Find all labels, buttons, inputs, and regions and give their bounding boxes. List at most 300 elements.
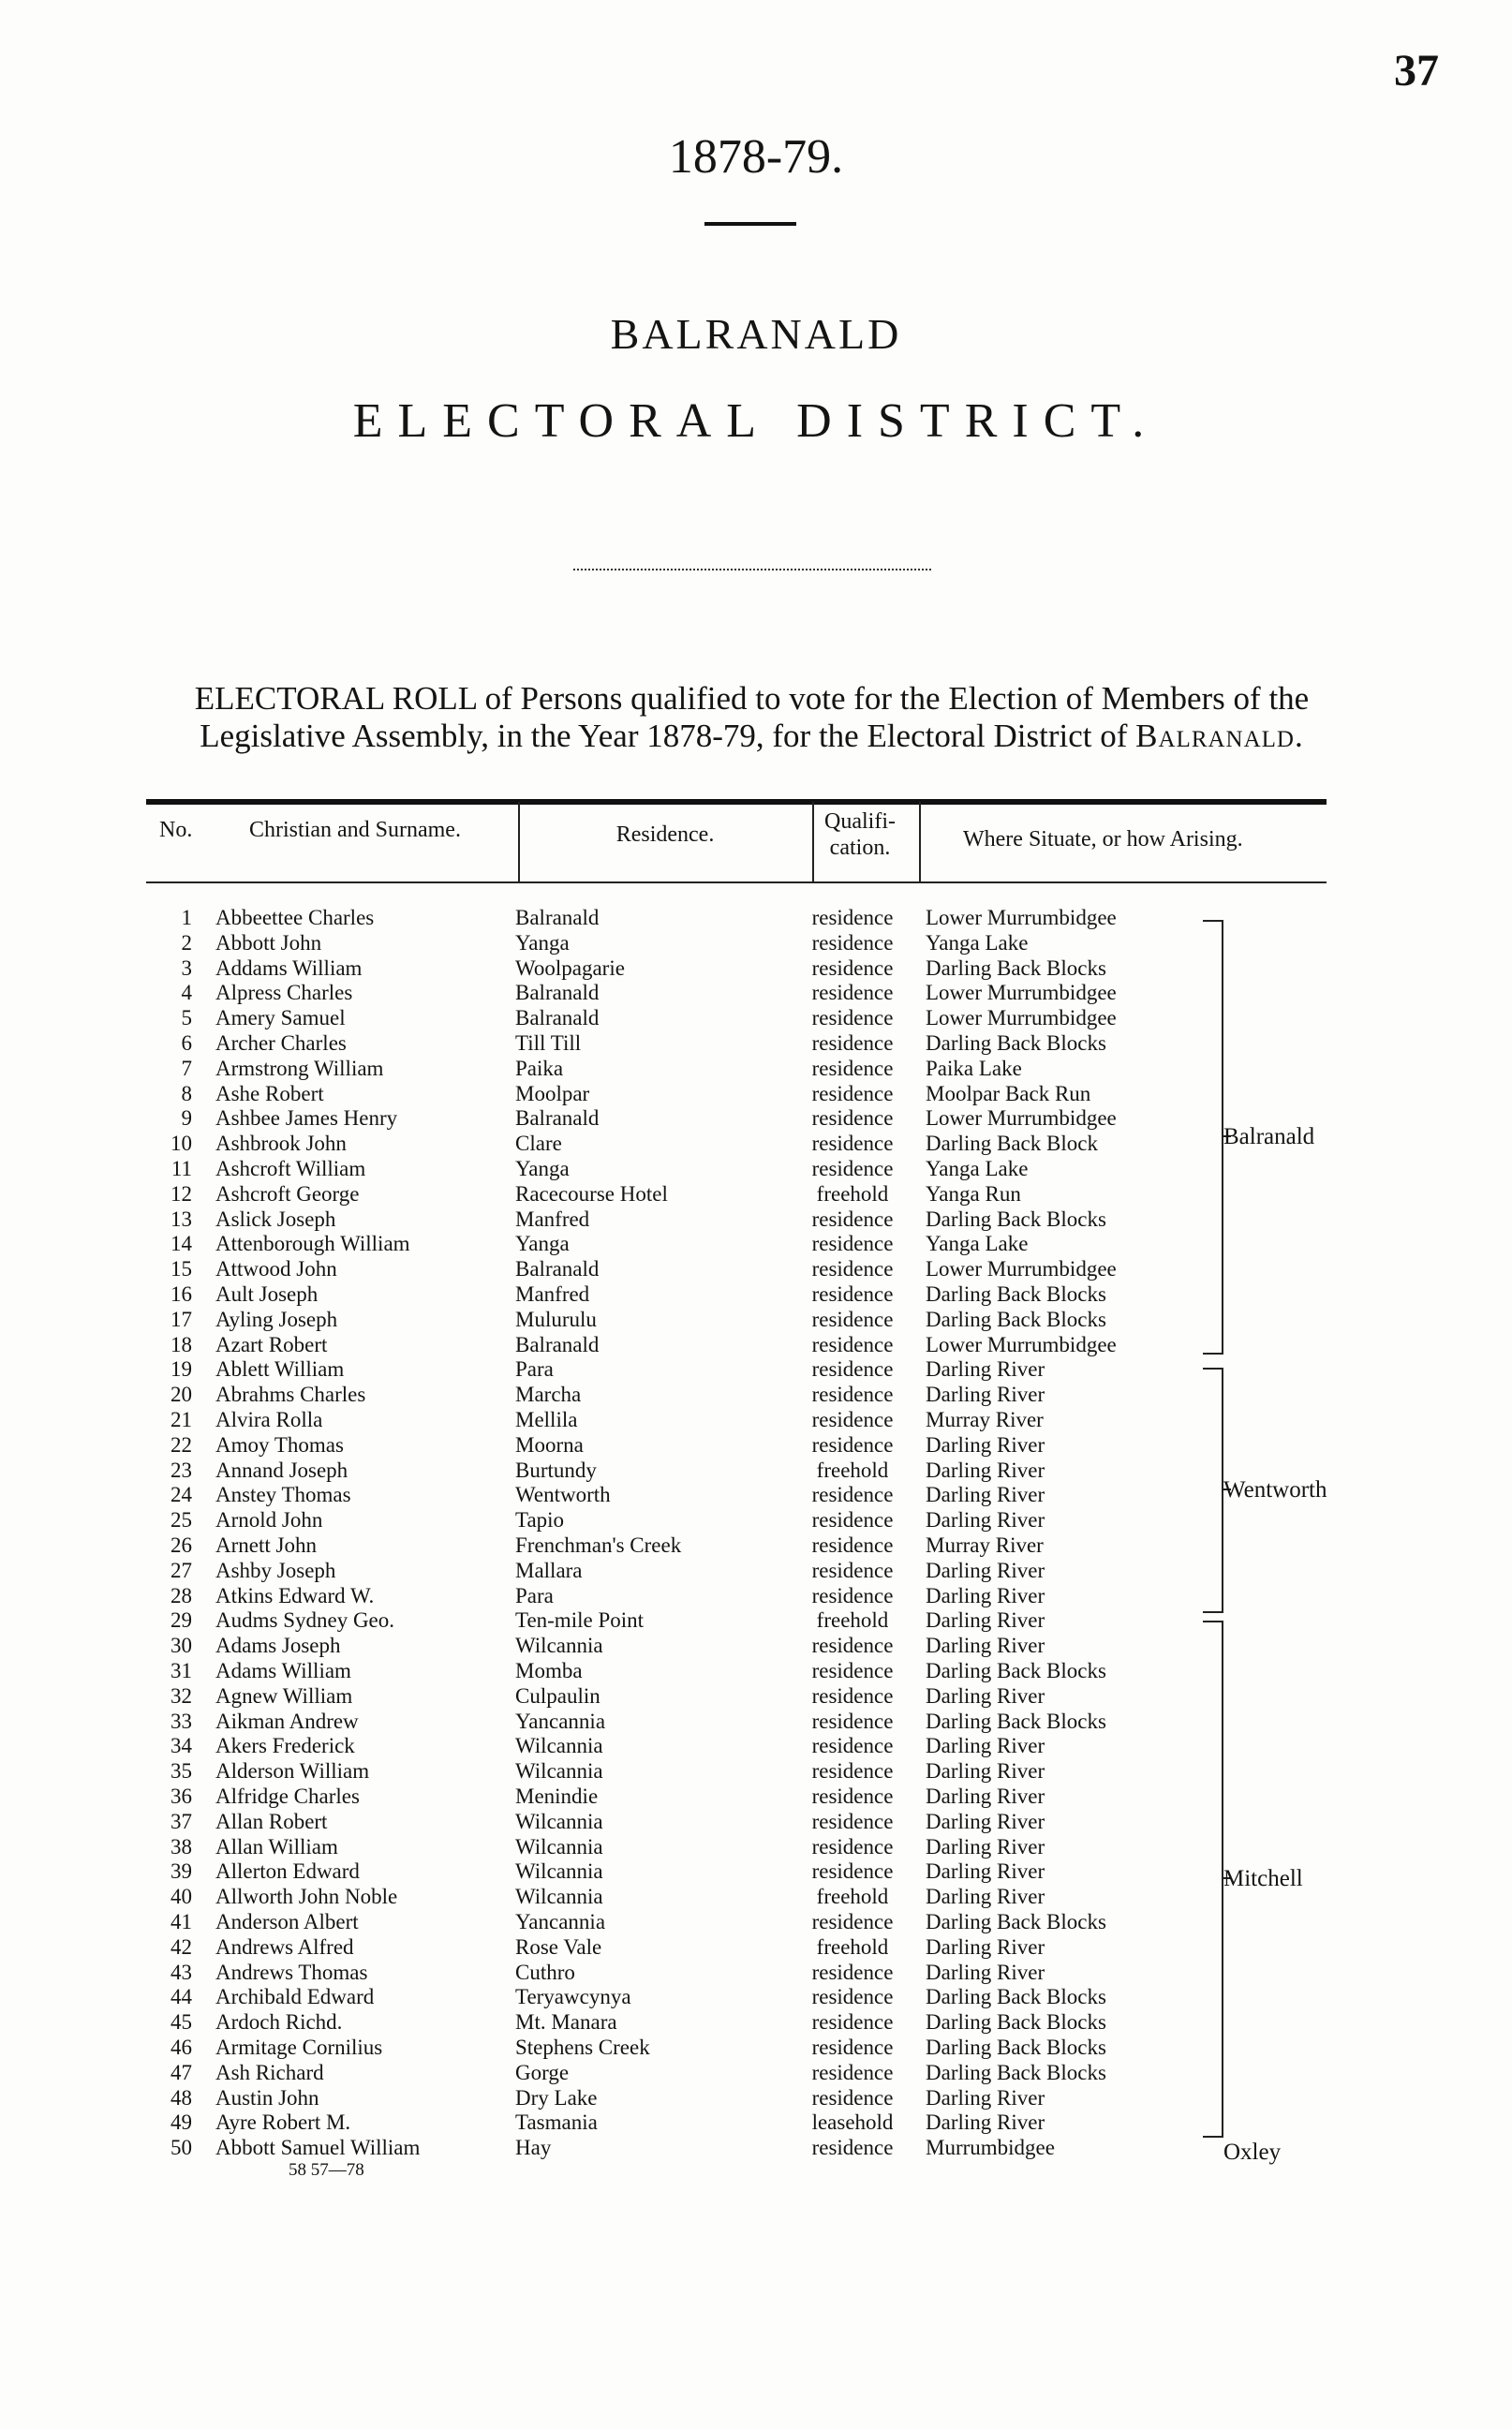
column-divider xyxy=(919,802,921,881)
row-number: 46 xyxy=(170,2036,192,2059)
row-qualification: residence xyxy=(811,1709,894,1733)
row-name: Annand Joseph xyxy=(215,1458,348,1482)
row-where-situate: Darling River xyxy=(926,2085,1045,2110)
row-number: 6 xyxy=(181,1031,192,1055)
row-where-situate: Lower Murrumbidgee xyxy=(926,906,1117,929)
row-name: Audms Sydney Geo. xyxy=(215,1608,395,1633)
row-qualification: residence xyxy=(811,1659,894,1682)
row-where-situate: Darling Back Blocks xyxy=(926,1709,1106,1733)
row-residence: Teryawcynya xyxy=(515,1985,631,2009)
row-number: 28 xyxy=(170,1583,192,1607)
row-residence: Mellila xyxy=(515,1408,578,1431)
row-qualification: residence xyxy=(811,1960,894,1984)
row-where-situate: Darling Back Blocks xyxy=(926,1985,1106,2009)
table-row xyxy=(0,1156,1512,1181)
row-residence: Wentworth xyxy=(515,1483,611,1507)
row-where-situate: Darling River xyxy=(926,1960,1045,1984)
row-name: Archibald Edward xyxy=(215,1985,375,2009)
row-where-situate: Paika Lake xyxy=(926,1056,1022,1080)
row-where-situate: Darling River xyxy=(926,1458,1045,1482)
row-name: Addams William xyxy=(215,955,363,980)
table-row xyxy=(0,1056,1512,1081)
row-where-situate: Darling River xyxy=(926,1809,1045,1833)
header-no: No. xyxy=(159,818,193,842)
table-row xyxy=(0,1633,1512,1658)
row-qualification: residence xyxy=(811,1056,894,1080)
row-number: 20 xyxy=(170,1383,192,1407)
row-where-situate: Darling River xyxy=(926,1834,1045,1859)
row-residence: Moolpar xyxy=(515,1081,590,1105)
header-where: Where Situate, or how Arising. xyxy=(963,827,1243,852)
row-name: Archer Charles xyxy=(215,1031,347,1055)
table-row xyxy=(0,1207,1512,1232)
header-qualification xyxy=(804,808,916,861)
row-number: 27 xyxy=(170,1558,192,1582)
row-residence: Menindie xyxy=(515,1785,599,1808)
row-name: Alfridge Charles xyxy=(215,1785,360,1808)
table-row xyxy=(0,905,1512,930)
row-number: 2 xyxy=(181,930,192,955)
table-row xyxy=(0,1984,1512,2009)
row-number: 49 xyxy=(170,2111,192,2135)
row-number: 34 xyxy=(170,1734,192,1758)
row-where-situate: Darling Back Blocks xyxy=(926,1910,1106,1933)
column-divider xyxy=(518,802,520,881)
table-row xyxy=(0,2110,1512,2135)
row-number: 31 xyxy=(170,1659,192,1682)
row-residence: Tasmania xyxy=(515,2111,598,2135)
row-number: 1 xyxy=(181,906,192,929)
row-where-situate: Darling River xyxy=(926,1583,1045,1607)
row-where-situate: Lower Murrumbidgee xyxy=(926,1257,1117,1281)
row-name: Adams William xyxy=(215,1659,351,1682)
row-where-situate: Yanga Lake xyxy=(926,930,1029,955)
row-qualification: residence xyxy=(811,1307,894,1331)
table-row xyxy=(0,955,1512,981)
row-qualification: residence xyxy=(811,1282,894,1306)
row-where-situate: Darling River xyxy=(926,1357,1045,1382)
row-name: Amery Samuel xyxy=(215,1006,346,1030)
row-where-situate: Yanga Lake xyxy=(926,1232,1029,1256)
row-qualification: residence xyxy=(811,1809,894,1833)
row-number: 25 xyxy=(170,1508,192,1533)
row-qualification: residence xyxy=(811,1508,894,1533)
row-where-situate: Yanga Lake xyxy=(926,1157,1029,1180)
row-name: Ashe Robert xyxy=(215,1081,324,1105)
bracket-mitchell xyxy=(1203,1621,1223,2138)
table-row xyxy=(0,1583,1512,1608)
row-name: Ayre Robert M. xyxy=(215,2111,351,2135)
row-number: 29 xyxy=(170,1608,192,1633)
row-name: Arnold John xyxy=(215,1508,323,1533)
row-where-situate: Darling Back Blocks xyxy=(926,2036,1106,2059)
row-name: Ardoch Richd. xyxy=(215,2010,343,2035)
row-residence: Wilcannia xyxy=(515,1809,603,1833)
row-name: Aslick Joseph xyxy=(215,1207,336,1231)
row-residence: Paika xyxy=(515,1056,564,1080)
row-name: Akers Frederick xyxy=(215,1734,355,1758)
header-residence: Residence. xyxy=(615,822,715,847)
row-name: Anderson Albert xyxy=(215,1910,359,1933)
row-where-situate: Darling Back Blocks xyxy=(926,1207,1106,1231)
row-residence: Till Till xyxy=(515,1031,582,1055)
row-where-situate: Darling River xyxy=(926,1683,1045,1708)
table-row xyxy=(0,1607,1512,1633)
row-residence: Hay xyxy=(515,2136,552,2160)
row-number: 42 xyxy=(170,1934,192,1959)
row-where-situate: Darling Back Blocks xyxy=(926,1282,1106,1306)
table-row xyxy=(0,1432,1512,1458)
row-residence: Moorna xyxy=(515,1432,584,1457)
row-number: 5 xyxy=(181,1006,192,1030)
row-qualification: residence xyxy=(811,2010,894,2035)
row-qualification: residence xyxy=(811,1533,894,1557)
row-where-situate: Lower Murrumbidgee xyxy=(926,1106,1117,1131)
row-qualification: freehold xyxy=(816,1608,889,1633)
row-where-situate: Darling Back Blocks xyxy=(926,2060,1106,2084)
table-row xyxy=(0,1081,1512,1106)
row-residence: Mallara xyxy=(515,1558,583,1582)
row-number: 10 xyxy=(170,1132,192,1156)
row-where-situate: Darling River xyxy=(926,1885,1045,1909)
row-residence: Frenchman's Creek xyxy=(515,1533,682,1557)
row-qualification: residence xyxy=(811,1081,894,1105)
table-row xyxy=(0,2060,1512,2085)
row-qualification: residence xyxy=(811,1232,894,1256)
row-residence: Balranald xyxy=(515,1006,600,1030)
table-row xyxy=(0,1256,1512,1281)
row-residence: Para xyxy=(515,1357,554,1382)
row-qualification: residence xyxy=(811,1558,894,1582)
row-residence: Yancannia xyxy=(515,1910,606,1933)
row-qualification: residence xyxy=(811,1157,894,1180)
row-name: Abbeettee Charles xyxy=(215,906,375,929)
header-qualification-line-1: Qualifi- xyxy=(824,809,896,834)
row-name: Ault Joseph xyxy=(215,1282,319,1306)
row-qualification: residence xyxy=(811,1759,894,1784)
row-where-situate: Murray River xyxy=(926,1408,1044,1431)
region-mitchell: Mitchell xyxy=(1223,1866,1303,1891)
row-residence: Balranald xyxy=(515,1257,600,1281)
table-top-rule xyxy=(146,799,1327,805)
row-where-situate: Lower Murrumbidgee xyxy=(926,1006,1117,1030)
row-qualification: freehold xyxy=(816,1934,889,1959)
table-row xyxy=(0,1533,1512,1558)
table-row xyxy=(0,1382,1512,1407)
row-name: Attwood John xyxy=(215,1257,337,1281)
row-where-situate: Darling River xyxy=(926,1859,1045,1884)
row-where-situate: Darling River xyxy=(926,1508,1045,1533)
row-number: 50 xyxy=(170,2136,192,2160)
row-qualification: residence xyxy=(811,1132,894,1156)
row-where-situate: Murrumbidgee xyxy=(926,2136,1055,2160)
row-residence: Clare xyxy=(515,1132,562,1156)
row-name: Allan William xyxy=(215,1834,338,1859)
row-qualification: residence xyxy=(811,1106,894,1131)
row-residence: Dry Lake xyxy=(515,2085,598,2110)
table-row xyxy=(0,1934,1512,1960)
row-where-situate: Yanga Run xyxy=(926,1181,1021,1206)
row-qualification: residence xyxy=(811,1383,894,1407)
row-where-situate: Darling River xyxy=(926,1383,1045,1407)
row-where-situate: Moolpar Back Run xyxy=(926,1081,1091,1105)
heading-rule xyxy=(704,222,796,226)
header-qualification-line-2: cation. xyxy=(829,836,891,860)
row-number: 32 xyxy=(170,1683,192,1708)
row-residence: Woolpagarie xyxy=(515,955,625,980)
row-name: Abrahms Charles xyxy=(215,1383,366,1407)
row-where-situate: Darling River xyxy=(926,1934,1045,1959)
row-residence: Manfred xyxy=(515,1282,590,1306)
row-name: Abbott Samuel William xyxy=(215,2136,421,2160)
row-residence: Yanga xyxy=(515,1232,570,1256)
district-name: BALRANALD xyxy=(610,310,902,358)
row-where-situate: Darling Back Blocks xyxy=(926,955,1106,980)
row-name: Abbott John xyxy=(215,930,322,955)
row-number: 48 xyxy=(170,2085,192,2110)
row-number: 7 xyxy=(181,1056,192,1080)
row-where-situate: Darling River xyxy=(926,1734,1045,1758)
row-where-situate: Darling River xyxy=(926,1432,1045,1457)
row-number: 14 xyxy=(170,1232,192,1256)
row-residence: Yanga xyxy=(515,1157,570,1180)
row-qualification: residence xyxy=(811,2085,894,2110)
row-residence: Gorge xyxy=(515,2060,570,2084)
row-residence: Wilcannia xyxy=(515,1885,603,1909)
row-where-situate: Darling Back Blocks xyxy=(926,2010,1106,2035)
table-row xyxy=(0,1960,1512,1985)
row-residence: Burtundy xyxy=(515,1458,597,1482)
table-row xyxy=(0,1181,1512,1207)
row-residence: Momba xyxy=(515,1659,583,1682)
row-qualification: residence xyxy=(811,1834,894,1859)
row-number: 18 xyxy=(170,1332,192,1356)
bracket-wentworth xyxy=(1203,1368,1223,1613)
row-qualification: freehold xyxy=(816,1181,889,1206)
row-where-situate: Murray River xyxy=(926,1533,1044,1557)
table-row xyxy=(0,1809,1512,1834)
row-qualification: residence xyxy=(811,2036,894,2059)
header-name: Christian and Surname. xyxy=(249,818,461,842)
row-number: 40 xyxy=(170,1885,192,1909)
row-name: Alpress Charles xyxy=(215,981,353,1005)
row-name: Austin John xyxy=(215,2085,319,2110)
row-residence: Yanga xyxy=(515,930,570,955)
row-name: Adams Joseph xyxy=(215,1634,341,1658)
row-qualification: residence xyxy=(811,1332,894,1356)
row-number: 21 xyxy=(170,1408,192,1431)
row-qualification: residence xyxy=(811,2060,894,2084)
row-residence: Wilcannia xyxy=(515,1759,603,1784)
row-number: 33 xyxy=(170,1709,192,1733)
row-number: 15 xyxy=(170,1257,192,1281)
table-row xyxy=(0,1356,1512,1382)
row-qualification: residence xyxy=(811,906,894,929)
table-row xyxy=(0,2085,1512,2111)
table-row xyxy=(0,1709,1512,1734)
row-residence: Balranald xyxy=(515,981,600,1005)
row-qualification: residence xyxy=(811,1207,894,1231)
row-qualification: residence xyxy=(811,1583,894,1607)
table-row xyxy=(0,1281,1512,1307)
row-where-situate: Darling River xyxy=(926,1634,1045,1658)
year-heading: 1878-79. xyxy=(668,130,844,184)
row-number: 41 xyxy=(170,1910,192,1933)
intro-district-name: Balranald. xyxy=(1135,718,1304,754)
row-where-situate: Lower Murrumbidgee xyxy=(926,981,1117,1005)
row-name: Andrews Thomas xyxy=(215,1960,368,1984)
row-number: 13 xyxy=(170,1207,192,1231)
row-name: Armitage Cornilius xyxy=(215,2036,383,2059)
row-name: Ayling Joseph xyxy=(215,1307,338,1331)
row-number: 38 xyxy=(170,1834,192,1859)
table-row xyxy=(0,1332,1512,1357)
row-name: Amoy Thomas xyxy=(215,1432,344,1457)
intro-line-2 xyxy=(150,718,1354,755)
row-name: Ash Richard xyxy=(215,2060,324,2084)
row-name: Agnew William xyxy=(215,1683,353,1708)
row-residence: Balranald xyxy=(515,1332,600,1356)
table-row xyxy=(0,1005,1512,1030)
bracket-balranald xyxy=(1203,920,1223,1355)
row-qualification: freehold xyxy=(816,1885,889,1909)
row-qualification: residence xyxy=(811,1683,894,1708)
row-residence: Racecourse Hotel xyxy=(515,1181,668,1206)
table-row xyxy=(0,1658,1512,1683)
row-number: 44 xyxy=(170,1985,192,2009)
table-row xyxy=(0,1407,1512,1432)
row-residence: Mulurulu xyxy=(515,1307,597,1331)
row-residence: Ten-mile Point xyxy=(515,1608,645,1633)
row-name: Aikman Andrew xyxy=(215,1709,359,1733)
table-row xyxy=(0,1507,1512,1533)
row-name: Anstey Thomas xyxy=(215,1483,351,1507)
row-name: Atkins Edward W. xyxy=(215,1583,375,1607)
row-qualification: residence xyxy=(811,1257,894,1281)
row-name: Alderson William xyxy=(215,1759,370,1784)
row-qualification: residence xyxy=(811,1734,894,1758)
page-number: 37 xyxy=(1394,46,1439,96)
row-qualification: residence xyxy=(811,981,894,1005)
table-row xyxy=(0,930,1512,955)
table-row xyxy=(0,1758,1512,1784)
table-row xyxy=(0,1030,1512,1056)
row-residence: Stephens Creek xyxy=(515,2036,650,2059)
row-number: 43 xyxy=(170,1960,192,1984)
intro-paragraph xyxy=(150,680,1354,755)
row-where-situate: Darling River xyxy=(926,1785,1045,1808)
table-row xyxy=(0,2135,1512,2160)
district-subtitle: ELECTORAL DISTRICT. xyxy=(352,394,1160,448)
row-number: 8 xyxy=(181,1081,192,1105)
row-residence: Balranald xyxy=(515,906,600,929)
row-number: 3 xyxy=(181,955,192,980)
row-name: Armstrong William xyxy=(215,1056,384,1080)
row-number: 30 xyxy=(170,1634,192,1658)
row-residence: Para xyxy=(515,1583,554,1607)
row-residence: Yancannia xyxy=(515,1709,606,1733)
table-row xyxy=(0,980,1512,1005)
row-residence: Manfred xyxy=(515,1207,590,1231)
row-number: 24 xyxy=(170,1483,192,1507)
row-qualification: residence xyxy=(811,1859,894,1884)
row-number: 4 xyxy=(181,981,192,1005)
row-name: Alvira Rolla xyxy=(215,1408,323,1431)
row-number: 35 xyxy=(170,1759,192,1784)
row-number: 26 xyxy=(170,1533,192,1557)
row-residence: Rose Vale xyxy=(515,1934,602,1959)
row-name: Allworth John Noble xyxy=(215,1885,398,1909)
row-residence: Marcha xyxy=(515,1383,582,1407)
row-where-situate: Darling River xyxy=(926,1558,1045,1582)
row-where-situate: Darling Back Blocks xyxy=(926,1307,1106,1331)
row-qualification: residence xyxy=(811,1634,894,1658)
row-number: 11 xyxy=(170,1157,192,1180)
row-where-situate: Darling River xyxy=(926,1608,1045,1633)
table-row xyxy=(0,1909,1512,1934)
row-where-situate: Darling Back Blocks xyxy=(926,1659,1106,1682)
row-number: 12 xyxy=(170,1181,192,1206)
table-row xyxy=(0,2035,1512,2060)
row-where-situate: Darling Back Blocks xyxy=(926,1031,1106,1055)
row-name: Allan Robert xyxy=(215,1809,328,1833)
row-qualification: residence xyxy=(811,1985,894,2009)
row-number: 45 xyxy=(170,2010,192,2035)
row-name: Ashbee James Henry xyxy=(215,1106,398,1131)
row-number: 17 xyxy=(170,1307,192,1331)
row-qualification: residence xyxy=(811,1785,894,1808)
row-name: Ashby Joseph xyxy=(215,1558,336,1582)
intro-line-1: ELECTORAL ROLL of Persons qualified to vote for the Election of Members of the xyxy=(194,680,1310,717)
row-residence: Tapio xyxy=(515,1508,565,1533)
row-residence: Balranald xyxy=(515,1106,600,1131)
row-qualification: leasehold xyxy=(811,2111,894,2135)
row-qualification: residence xyxy=(811,930,894,955)
table-row xyxy=(0,1733,1512,1758)
row-where-situate: Darling River xyxy=(926,1483,1045,1507)
row-qualification: residence xyxy=(811,1031,894,1055)
table-row xyxy=(0,1231,1512,1256)
row-number: 47 xyxy=(170,2060,192,2084)
region-wentworth: Wentworth xyxy=(1223,1477,1327,1503)
row-number: 19 xyxy=(170,1357,192,1382)
row-where-situate: Darling River xyxy=(926,2111,1045,2135)
table-row xyxy=(0,2009,1512,2035)
row-residence: Wilcannia xyxy=(515,1859,603,1884)
intro-line-2-text: Legislative Assembly, in the Year 1878-79, for the Electoral District of xyxy=(200,718,1128,754)
header-bottom-rule xyxy=(146,881,1327,883)
row-residence: Cuthro xyxy=(515,1960,575,1984)
footer-code: 58 57—78 xyxy=(289,2160,364,2180)
region-oxley: Oxley xyxy=(1223,2140,1282,2165)
row-number: 36 xyxy=(170,1785,192,1808)
row-residence: Culpaulin xyxy=(515,1683,600,1708)
row-number: 22 xyxy=(170,1432,192,1457)
region-balranald: Balranald xyxy=(1223,1124,1315,1149)
row-residence: Wilcannia xyxy=(515,1834,603,1859)
row-qualification: residence xyxy=(811,955,894,980)
table-row xyxy=(0,1307,1512,1332)
row-where-situate: Lower Murrumbidgee xyxy=(926,1332,1117,1356)
row-name: Andrews Alfred xyxy=(215,1934,354,1959)
dotted-rule xyxy=(573,569,931,570)
row-number: 37 xyxy=(170,1809,192,1833)
row-qualification: residence xyxy=(811,1910,894,1933)
row-residence: Wilcannia xyxy=(515,1734,603,1758)
row-qualification: residence xyxy=(811,1483,894,1507)
table-row xyxy=(0,1834,1512,1859)
row-where-situate: Darling Back Block xyxy=(926,1132,1098,1156)
